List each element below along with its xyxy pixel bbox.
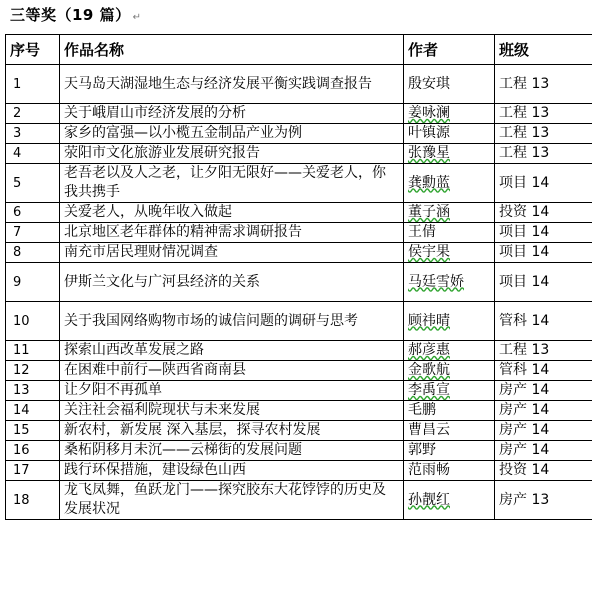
header-title: 作品名称 bbox=[60, 35, 404, 65]
header-number: 序号 bbox=[6, 35, 60, 65]
row-title: 在困难中前行—陕西省商南县 bbox=[60, 361, 404, 381]
row-title: 南充市居民理财情况调查 bbox=[60, 243, 404, 263]
row-class: 项目 14 bbox=[495, 243, 592, 263]
row-number: 15 bbox=[6, 421, 60, 441]
row-title: 天马岛天湖湿地生态与经济发展平衡实践调查报告 bbox=[60, 65, 404, 104]
row-title: 北京地区老年群体的精神需求调研报告 bbox=[60, 223, 404, 243]
row-number: 17 bbox=[6, 461, 60, 481]
row-title: 伊斯兰文化与广河县经济的关系 bbox=[60, 263, 404, 302]
row-class: 房产 14 bbox=[495, 381, 592, 401]
table-row bbox=[6, 401, 592, 421]
row-title: 桑柘阴移月未沉——云梯街的发展问题 bbox=[60, 441, 404, 461]
table-row bbox=[6, 302, 592, 341]
row-number: 4 bbox=[6, 144, 60, 164]
row-number: 11 bbox=[6, 341, 60, 361]
row-class: 工程 13 bbox=[495, 144, 592, 164]
row-author: 范雨畅 bbox=[404, 461, 495, 481]
row-author: 顾祎晴 bbox=[404, 302, 495, 341]
award-table bbox=[5, 34, 592, 520]
row-class: 工程 13 bbox=[495, 341, 592, 361]
row-number: 3 bbox=[6, 124, 60, 144]
section-heading: 三等奖（19 篇） ↵ bbox=[10, 6, 142, 24]
table-row bbox=[6, 361, 592, 381]
row-number: 6 bbox=[6, 203, 60, 223]
table-row bbox=[6, 461, 592, 481]
row-author: 张豫星 bbox=[404, 144, 495, 164]
row-title: 老吾老以及人之老，让夕阳无限好——关爱老人，你我共携手 bbox=[60, 164, 404, 203]
table-header-row bbox=[6, 35, 592, 65]
header-author: 作者 bbox=[404, 35, 495, 65]
row-class: 工程 13 bbox=[495, 124, 592, 144]
row-number: 2 bbox=[6, 104, 60, 124]
row-title: 关爱老人，从晚年收入做起 bbox=[60, 203, 404, 223]
row-class: 项目 14 bbox=[495, 223, 592, 243]
row-title: 关于峨眉山市经济发展的分析 bbox=[60, 104, 404, 124]
row-class: 房产 14 bbox=[495, 441, 592, 461]
row-title: 荥阳市文化旅游业发展研究报告 bbox=[60, 144, 404, 164]
row-number: 5 bbox=[6, 164, 60, 203]
row-number: 7 bbox=[6, 223, 60, 243]
row-number: 18 bbox=[6, 481, 60, 520]
row-number: 9 bbox=[6, 263, 60, 302]
row-class: 项目 14 bbox=[495, 263, 592, 302]
row-author: 叶镇源 bbox=[404, 124, 495, 144]
table-row bbox=[6, 144, 592, 164]
row-author: 侯宇果 bbox=[404, 243, 495, 263]
table-row bbox=[6, 104, 592, 124]
row-title: 关于我国网络购物市场的诚信问题的调研与思考 bbox=[60, 302, 404, 341]
row-author: 龚勳蓝 bbox=[404, 164, 495, 203]
table-row bbox=[6, 381, 592, 401]
table-row bbox=[6, 65, 592, 104]
row-author: 金歌航 bbox=[404, 361, 495, 381]
table-row bbox=[6, 164, 592, 203]
table-row bbox=[6, 223, 592, 243]
table-row bbox=[6, 243, 592, 263]
row-title: 关注社会福利院现状与未来发展 bbox=[60, 401, 404, 421]
table-row bbox=[6, 481, 592, 520]
row-number: 16 bbox=[6, 441, 60, 461]
row-author: 郭野 bbox=[404, 441, 495, 461]
row-number: 1 bbox=[6, 65, 60, 104]
row-number: 8 bbox=[6, 243, 60, 263]
row-class: 投资 14 bbox=[495, 203, 592, 223]
row-title: 龙飞凤舞，鱼跃龙门——探究胶东大花饽饽的历史及发展状况 bbox=[60, 481, 404, 520]
row-number: 14 bbox=[6, 401, 60, 421]
row-class: 项目 14 bbox=[495, 164, 592, 203]
row-number: 12 bbox=[6, 361, 60, 381]
header-class: 班级 bbox=[495, 35, 592, 65]
row-title: 家乡的富强—以小榄五金制品产业为例 bbox=[60, 124, 404, 144]
row-class: 管科 14 bbox=[495, 302, 592, 341]
row-class: 房产 14 bbox=[495, 421, 592, 441]
row-author: 殷安琪 bbox=[404, 65, 495, 104]
row-author: 王倩 bbox=[404, 223, 495, 243]
row-title: 新农村，新发展 深入基层，探寻农村发展 bbox=[60, 421, 404, 441]
row-author: 马廷雪娇 bbox=[404, 263, 495, 302]
row-author: 姜咏澜 bbox=[404, 104, 495, 124]
table-row bbox=[6, 124, 592, 144]
row-title: 践行环保措施，建设绿色山西 bbox=[60, 461, 404, 481]
row-title: 让夕阳不再孤单 bbox=[60, 381, 404, 401]
table-row bbox=[6, 263, 592, 302]
row-class: 工程 13 bbox=[495, 104, 592, 124]
table-row bbox=[6, 421, 592, 441]
row-author: 毛鹏 bbox=[404, 401, 495, 421]
row-author: 孙靓红 bbox=[404, 481, 495, 520]
row-author: 郝彦惠 bbox=[404, 341, 495, 361]
row-author: 李禹宣 bbox=[404, 381, 495, 401]
table-row bbox=[6, 441, 592, 461]
row-author: 董子涵 bbox=[404, 203, 495, 223]
row-title: 探索山西改革发展之路 bbox=[60, 341, 404, 361]
row-class: 房产 13 bbox=[495, 481, 592, 520]
row-class: 投资 14 bbox=[495, 461, 592, 481]
row-number: 10 bbox=[6, 302, 60, 341]
table-row bbox=[6, 341, 592, 361]
row-class: 管科 14 bbox=[495, 361, 592, 381]
row-class: 工程 13 bbox=[495, 65, 592, 104]
row-class: 房产 14 bbox=[495, 401, 592, 421]
table-row bbox=[6, 203, 592, 223]
paragraph-mark-icon: ↵ bbox=[132, 12, 142, 23]
row-number: 13 bbox=[6, 381, 60, 401]
row-author: 曹昌云 bbox=[404, 421, 495, 441]
